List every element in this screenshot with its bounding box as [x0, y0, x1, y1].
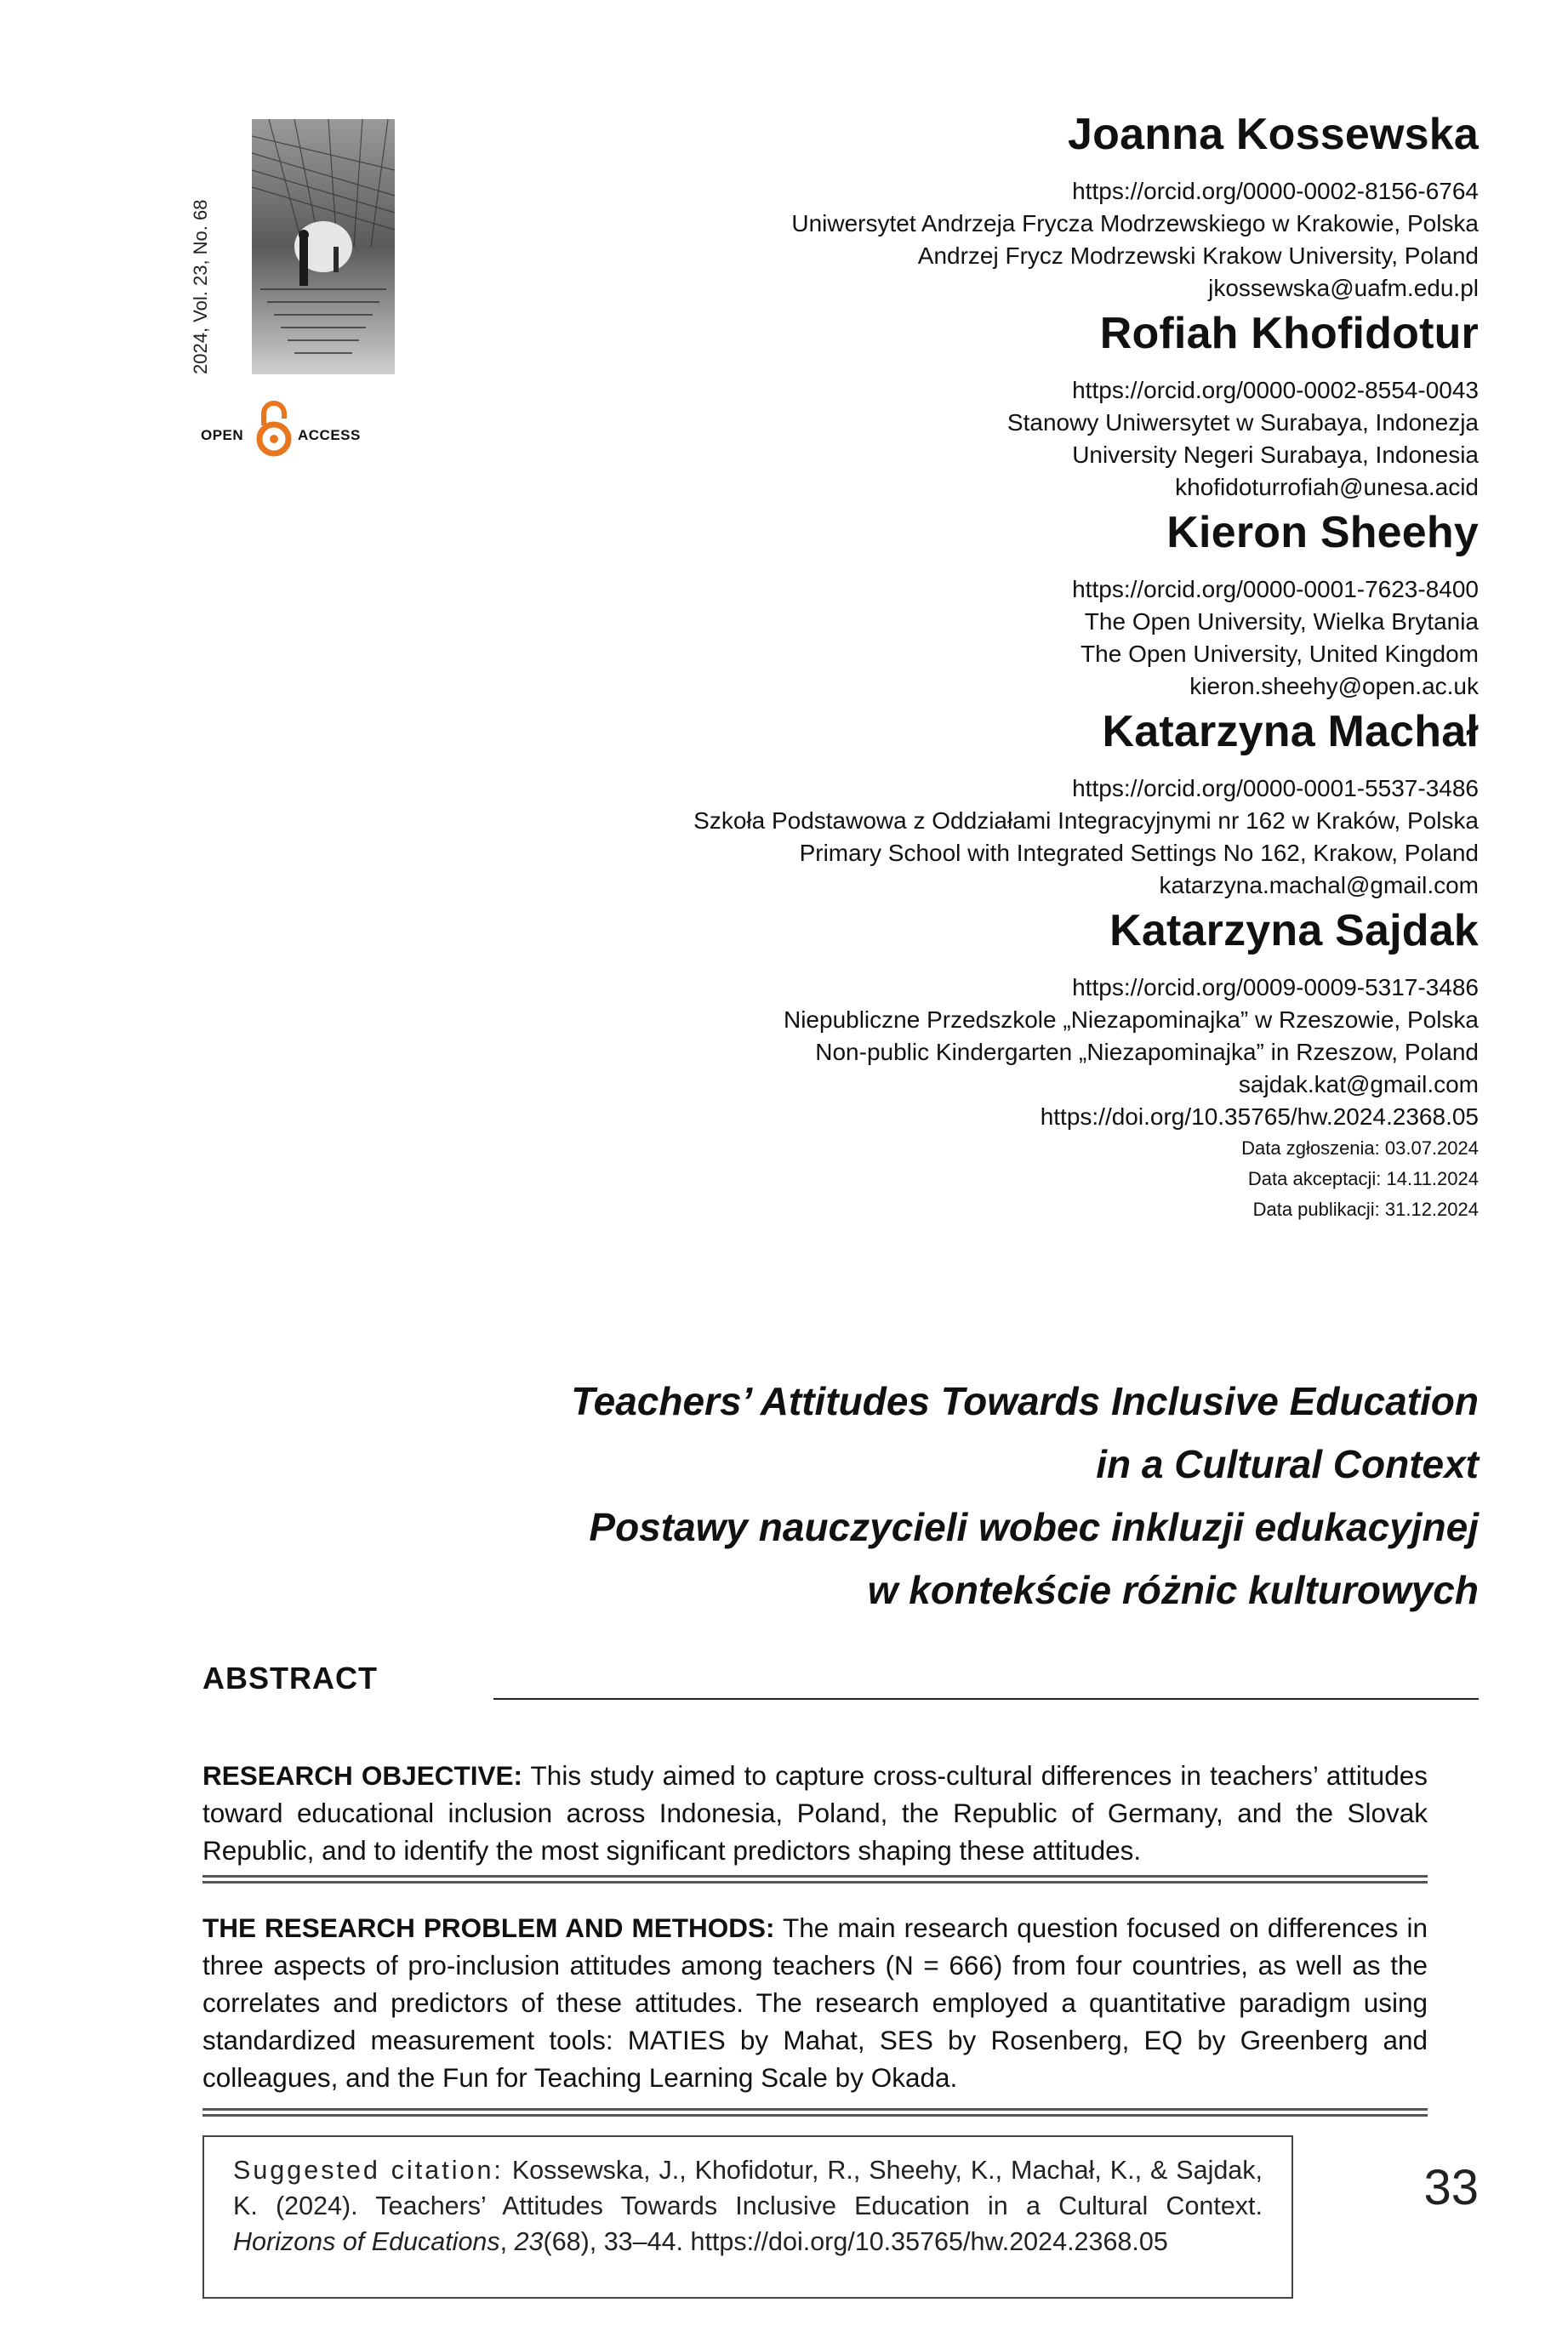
abstract-divider	[493, 1698, 1479, 1700]
author-orcid[interactable]: https://orcid.org/0000-0001-5537-3486	[1072, 775, 1479, 801]
author-affiliation-pl: Szkoła Podstawowa z Oddziałami Integracyjnymi nr 162 w Kraków, Polska	[693, 807, 1479, 834]
author-entry	[373, 905, 1479, 1101]
author-name: Rofiah Khofidotur	[1099, 309, 1479, 358]
suggested-citation-box	[202, 2135, 1293, 2299]
author-name: Katarzyna Machał	[1102, 707, 1479, 756]
title-pl-line-1: Postawy nauczycieli wobec inkluzji edukacyjnej	[589, 1505, 1479, 1549]
open-lock-icon	[255, 400, 293, 458]
author-name: Katarzyna Sajdak	[1109, 906, 1479, 955]
author-orcid[interactable]: https://orcid.org/0000-0002-8554-0043	[1072, 377, 1479, 403]
author-affiliation-pl: The Open University, Wielka Brytania	[1084, 608, 1479, 635]
citation-separator: ,	[499, 2227, 515, 2256]
author-email[interactable]: khofidoturrofiah@unesa.acid	[1175, 474, 1479, 500]
author-orcid[interactable]: https://orcid.org/0000-0002-8156-6764	[1072, 178, 1479, 204]
research-objective-label: RESEARCH OBJECTIVE:	[202, 1760, 522, 1791]
author-entry	[373, 507, 1479, 703]
author-affiliation-pl: Stanowy Uniwersytet w Surabaya, Indonezja	[1006, 409, 1479, 436]
section-divider	[202, 1875, 1428, 1884]
open-access-logo	[201, 400, 388, 459]
citation-journal: Horizons of Educations	[233, 2227, 500, 2256]
author-affiliation-en: Primary School with Integrated Settings No 162, Krakow, Poland	[799, 840, 1479, 866]
author-affiliation-en: The Open University, United Kingdom	[1080, 641, 1479, 667]
research-objective-text: This study aimed to capture cross-cultural differences in teachers’ attitudes toward educational inclusion across Indonesia, Poland, the Republic of Germany, and the Slovak Republic, and to identify the most significant predictors shaping these attitudes.	[202, 1760, 1428, 1866]
authors-block	[373, 109, 1479, 1225]
author-affiliation-pl: Uniwersytet Andrzeja Frycza Modrzewskiego w Krakowie, Polska	[791, 210, 1479, 237]
citation-text	[233, 2152, 1263, 2260]
date-published: Data publikacji: 31.12.2024	[1252, 1199, 1479, 1220]
section-divider	[202, 2108, 1428, 2117]
author-orcid[interactable]: https://orcid.org/0000-0001-7623-8400	[1072, 576, 1479, 602]
open-access-right-text: ACCESS	[298, 427, 361, 443]
citation-authors-title: Kossewska, J., Khofidotur, R., Sheehy, K., Machał, K., & Sajdak, K. (2024). Teachers’ Attitudes Towards Inclusive Education in a Cultural Context.	[233, 2156, 1263, 2220]
citation-label: Suggested citation:	[233, 2156, 504, 2185]
volume-info: 2024, Vol. 23, No. 68	[190, 199, 211, 374]
open-access-left-text: OPEN	[201, 427, 244, 443]
author-affiliation-en: Andrzej Frycz Modrzewski Krakow University, Poland	[917, 242, 1479, 269]
author-email[interactable]: kieron.sheehy@open.ac.uk	[1189, 673, 1479, 699]
methods-paragraph	[202, 1909, 1428, 2096]
author-name: Joanna Kossewska	[1068, 110, 1479, 159]
author-entry	[373, 109, 1479, 305]
author-entry	[373, 706, 1479, 902]
article-titles	[373, 1370, 1479, 1621]
author-entry	[373, 308, 1479, 504]
methods-label: THE RESEARCH PROBLEM AND METHODS:	[202, 1912, 775, 1943]
author-name: Kieron Sheehy	[1166, 508, 1479, 557]
page-number: 33	[1423, 2160, 1479, 2215]
author-email[interactable]: katarzyna.machal@gmail.com	[1159, 872, 1479, 898]
date-accepted: Data akceptacji: 14.11.2024	[1247, 1168, 1479, 1189]
author-affiliation-en: University Negeri Surabaya, Indonesia	[1072, 442, 1479, 468]
article-doi[interactable]: https://doi.org/10.35765/hw.2024.2368.05	[1040, 1103, 1479, 1130]
research-objective-paragraph	[202, 1757, 1428, 1869]
author-affiliation-en: Non-public Kindergarten „Niezapominajka” in Rzeszow, Poland	[815, 1039, 1479, 1065]
date-submitted: Data zgłoszenia: 03.07.2024	[1241, 1137, 1479, 1159]
methods-text: The main research question focused on differences in three aspects of pro-inclusion attitudes among teachers (N = 666) from four countries, as well as the correlates and predictors of these attitudes. The research employed a quantitative paradigm using standardized measurement tools: MATIES by Mahat, SES by Rosenberg, EQ by Greenberg and colleagues, and the Fun for Teaching Learning Scale by Okada.	[202, 1912, 1428, 2093]
author-orcid[interactable]: https://orcid.org/0009-0009-5317-3486	[1072, 974, 1479, 1000]
citation-pages-doi[interactable]: (68), 33–44. https://doi.org/10.35765/hw.2024.2368.05	[543, 2227, 1168, 2256]
title-en-line-1: Teachers’ Attitudes Towards Inclusive Education	[571, 1379, 1479, 1423]
author-email[interactable]: sajdak.kat@gmail.com	[1238, 1071, 1479, 1097]
author-email[interactable]: jkossewska@uafm.edu.pl	[1208, 275, 1479, 301]
abstract-heading: ABSTRACT	[202, 1661, 378, 1696]
citation-volume: 23	[514, 2227, 544, 2256]
title-en-line-2: in a Cultural Context	[1096, 1442, 1479, 1486]
author-affiliation-pl: Niepubliczne Przedszkole „Niezapominajka” w Rzeszowie, Polska	[783, 1006, 1479, 1033]
title-pl-line-2: w kontekście różnic kulturowych	[867, 1568, 1479, 1612]
